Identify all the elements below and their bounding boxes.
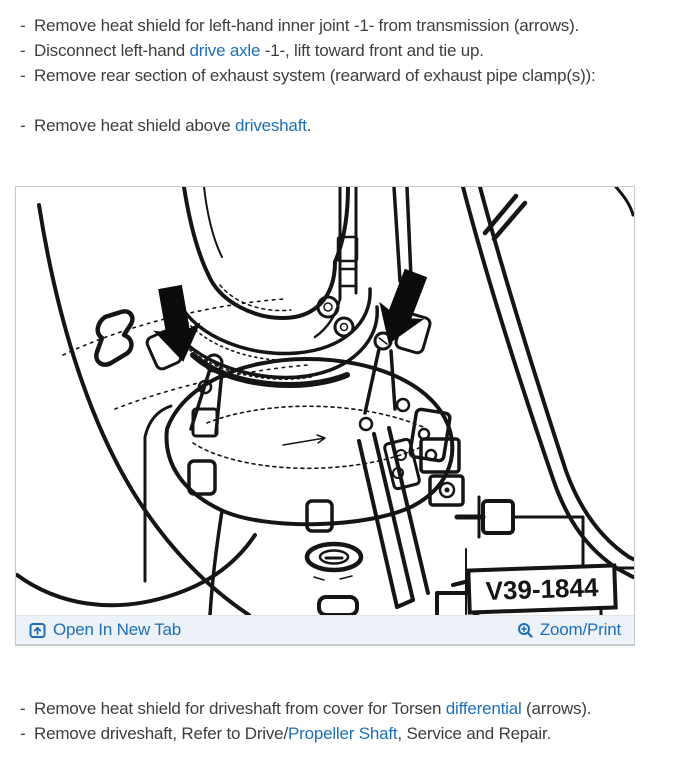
instruction-text	[34, 721, 551, 746]
inline-link-drive-axle[interactable]: drive axle	[189, 41, 261, 60]
figure-panel	[15, 186, 635, 646]
instruction-text-segment: Remove driveshaft, Refer to Drive/	[34, 724, 288, 743]
instruction-text	[34, 63, 596, 88]
instruction-item	[20, 721, 677, 746]
instruction-item	[20, 13, 677, 38]
instruction-text	[34, 113, 311, 138]
instruction-text	[34, 13, 579, 38]
bullet-dash: -	[20, 16, 26, 35]
open-in-new-tab-link[interactable]	[29, 620, 181, 640]
instruction-text-segment: Remove rear section of exhaust system (rearward of exhaust pipe clamp(s)):	[34, 66, 596, 85]
instruction-text	[34, 38, 484, 63]
bullet-dash: -	[20, 66, 26, 85]
technical-drawing-lines	[17, 187, 633, 615]
zoom-print-label: Zoom/Print	[539, 620, 621, 639]
instruction-text-segment: Disconnect left-hand	[34, 41, 190, 60]
instruction-text-segment: -1-, lift toward front and tie up.	[260, 41, 484, 60]
bullet-dash: -	[20, 699, 26, 718]
figure-label: V39-1844	[485, 572, 599, 606]
inline-link-differential[interactable]: differential	[445, 699, 522, 718]
instruction-text-segment: Remove heat shield above	[34, 116, 236, 135]
zoom-magnifier-icon	[517, 622, 534, 639]
open-in-new-tab-icon	[29, 621, 47, 639]
inline-link-driveshaft[interactable]: driveshaft	[235, 116, 307, 135]
instruction-text-segment: , Service and Repair.	[397, 724, 552, 743]
bullet-dash: -	[20, 724, 26, 743]
bullet-dash: -	[20, 116, 26, 135]
figure-drawing	[16, 187, 634, 615]
instruction-item	[20, 38, 677, 63]
figure-label-box	[468, 565, 615, 612]
instruction-item	[20, 63, 677, 88]
bullet-dash: -	[20, 41, 26, 60]
open-in-new-tab-label: Open In New Tab	[53, 620, 182, 639]
instruction-text-segment: (arrows).	[521, 699, 592, 718]
instruction-list-bottom	[0, 696, 677, 746]
figure-canvas	[16, 187, 634, 615]
instruction-item	[20, 696, 677, 721]
instruction-text-segment: .	[306, 116, 312, 135]
inline-link-propeller-shaft[interactable]: Propeller Shaft	[287, 724, 398, 743]
zoom-print-link[interactable]	[517, 620, 621, 640]
figure-footer	[16, 615, 634, 644]
instruction-text-segment: Remove heat shield for left-hand inner joint -1- from transmission (arrows).	[34, 16, 580, 35]
instruction-list-top	[0, 0, 677, 138]
instruction-text-segment: Remove heat shield for driveshaft from cover for Torsen	[34, 699, 446, 718]
instruction-text	[34, 696, 591, 721]
instruction-item	[20, 113, 677, 138]
